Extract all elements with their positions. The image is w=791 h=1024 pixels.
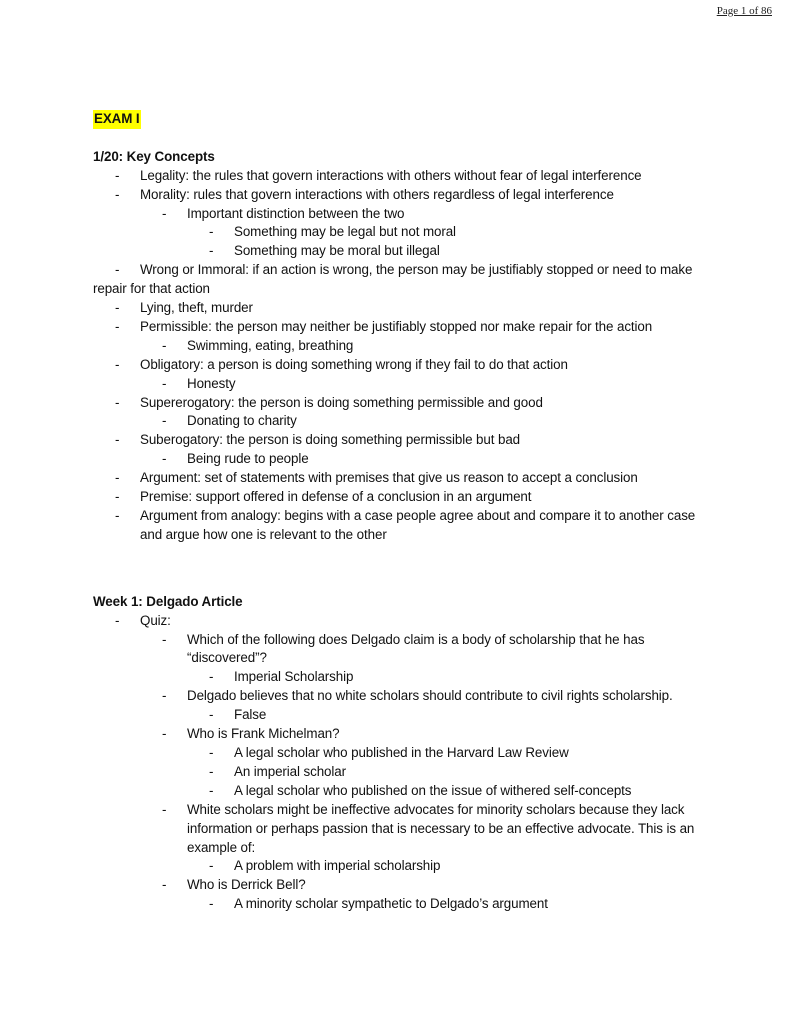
quiz-question: - Which of the following does Delgado claim is a body of scholarship that he has “discovered”? - Imperial Scholarship xyxy=(140,631,713,688)
quiz-answer: - A legal scholar who published in the Harvard Law Review xyxy=(187,744,713,763)
list-item: - Something may be moral but illegal xyxy=(187,242,713,261)
section-heading-key-concepts: 1/20: Key Concepts xyxy=(93,148,215,164)
quiz-answer: - False xyxy=(187,706,713,725)
list-item: - Suberogatory: the person is doing something permissible but bad - Being rude to people xyxy=(93,431,713,469)
list-item: - Supererogatory: the person is doing something permissible and good - Donating to charity xyxy=(93,394,713,432)
key-concepts-list xyxy=(93,167,713,545)
list-item: - Morality: rules that govern interactions with others regardless of legal interference - Important distinction between the two - Something may be legal but not moral - Something may be moral but illegal xyxy=(93,186,713,262)
list-item: - Obligatory: a person is doing something wrong if they fail to do that action - Honesty xyxy=(93,356,713,394)
list-item: - Something may be legal but not moral xyxy=(187,223,713,242)
list-item: - Premise: support offered in defense of a conclusion in an argument xyxy=(93,488,713,507)
quiz-question: - Who is Derrick Bell? - A minority scholar sympathetic to Delgado’s argument xyxy=(140,876,713,914)
list-item: - Permissible: the person may neither be justifiably stopped nor make repair for the action - Swimming, eating, breathing xyxy=(93,318,713,356)
document-body xyxy=(93,110,713,914)
list-item: - Argument from analogy: begins with a case people agree about and compare it to another case and argue how one is relevant to the other xyxy=(93,507,713,545)
quiz-answer: - A minority scholar sympathetic to Delgado’s argument xyxy=(187,895,713,914)
quiz-answer: - Imperial Scholarship xyxy=(187,668,713,687)
list-item: - Swimming, eating, breathing xyxy=(140,337,713,356)
list-item: - Lying, theft, murder xyxy=(93,299,713,318)
list-item: - Being rude to people xyxy=(140,450,713,469)
quiz-question: - White scholars might be ineffective advocates for minority scholars because they lack information or perhaps passion that is necessary to be an effective advocate. This is an example of: - A problem with imperial scholarship xyxy=(140,801,713,877)
list-item: - Quiz: - Which of the following does Delgado claim is a body of scholarship that he has “discovered”? - Imperial Scholarship - Delgado believes that no white scholars should contribute to civil rights scholarship. - False - Who is Frank Michelman? - A legal scholar who published in the Harvard Law Review - An imperial scholar - A legal scholar who published on the issue of withered self-concepts - White scholars might be ineffective advocates for minority scholars because they lack information or perhaps passion that is necessary to be an effective advocate. This is an example of: - A problem with imperial scholarship - Who is Derrick Bell? - A minority scholar sympathetic to Delgado’s argument xyxy=(93,612,713,915)
list-item: - Honesty xyxy=(140,375,713,394)
quiz-answer: - A problem with imperial scholarship xyxy=(187,857,713,876)
quiz-question: - Delgado believes that no white scholars should contribute to civil rights scholarship. - False xyxy=(140,687,713,725)
page-number: Page 1 of 86 xyxy=(716,5,772,17)
list-item: - Legality: the rules that govern interactions with others without fear of legal interference xyxy=(93,167,713,186)
quiz-question: - Who is Frank Michelman? - A legal scholar who published in the Harvard Law Review - An imperial scholar - A legal scholar who published on the issue of withered self-concepts xyxy=(140,725,713,801)
quiz-answer: - An imperial scholar xyxy=(187,763,713,782)
list-item: - Argument: set of statements with premises that give us reason to accept a conclusion xyxy=(93,469,713,488)
quiz-answer: - A legal scholar who published on the issue of withered self-concepts xyxy=(187,782,713,801)
list-item: - Donating to charity xyxy=(140,412,713,431)
section-heading-delgado: Week 1: Delgado Article xyxy=(93,593,243,609)
quiz-questions xyxy=(140,631,713,915)
delgado-list xyxy=(93,612,713,915)
list-item: - Important distinction between the two - Something may be legal but not moral - Something may be moral but illegal xyxy=(140,205,713,262)
exam-title: EXAM I xyxy=(93,110,141,129)
list-item: - Wrong or Immoral: if an action is wrong, the person may be justifiably stopped or need to make repair for that action - Lying, theft, murder xyxy=(93,261,713,318)
